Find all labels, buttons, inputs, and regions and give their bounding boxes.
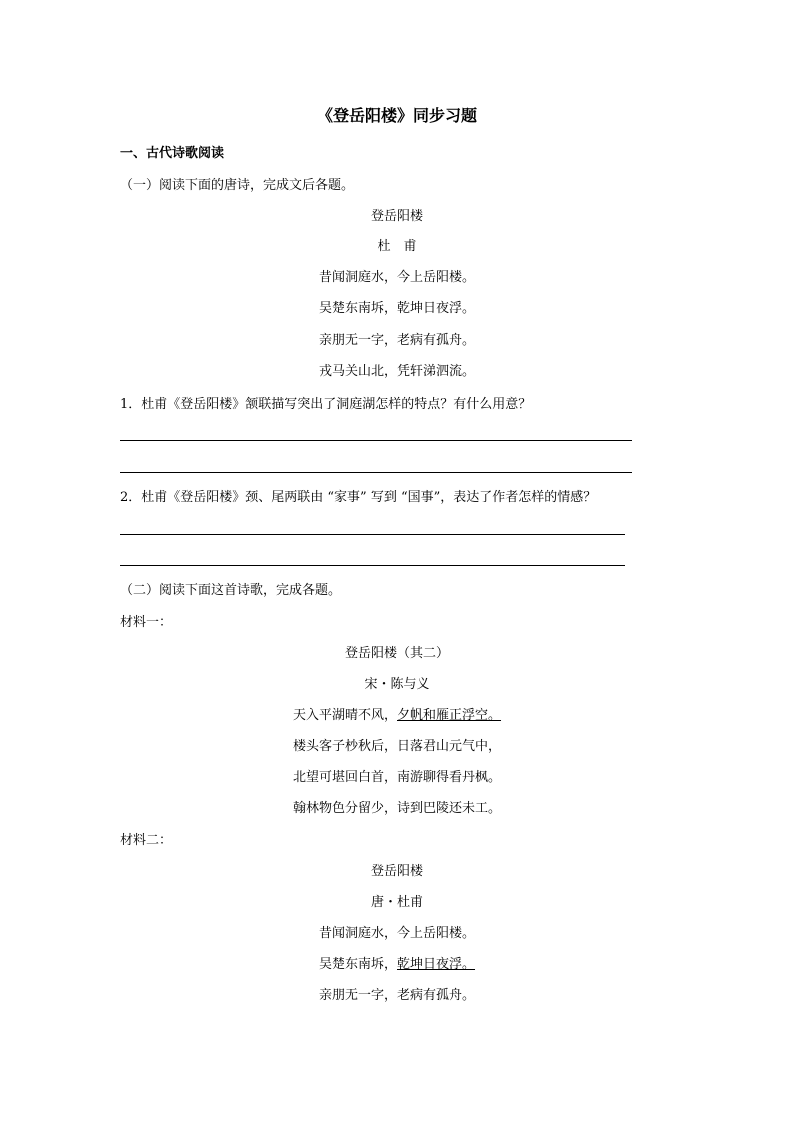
poem-line: 楼头客子杪秋后，日落君山元气中，: [292, 739, 501, 754]
poem-line: [0, 956, 794, 974]
answer-line[interactable]: [120, 440, 632, 441]
underlined-phrase: 乾坤日夜浮。: [397, 957, 476, 972]
answer-line[interactable]: [120, 472, 632, 473]
material-1-author: 宋・陈与义: [364, 677, 430, 692]
poem-line: 翰林物色分留少，诗到巴陵还未工。: [292, 801, 501, 816]
underlined-phrase: 夕帆和雁正浮空。: [397, 708, 502, 723]
poem-line: 昔闻洞庭水，今上岳阳楼。: [318, 926, 475, 941]
part2-instruction: （二）阅读下面这首诗歌，完成各题。: [120, 583, 342, 598]
poem-line: 吴楚东南坼，乾坤日夜浮。: [318, 301, 475, 316]
part1-instruction: （一）阅读下面的唐诗，完成文后各题。: [120, 178, 355, 193]
material-1-label: 材料一：: [120, 615, 173, 630]
poem-author: 杜 甫: [377, 239, 417, 254]
poem-line: [0, 707, 794, 725]
answer-line[interactable]: [120, 565, 625, 566]
section-heading: 一、古代诗歌阅读: [120, 146, 225, 161]
poem-line: 戎马关山北，凭轩涕泗流。: [318, 364, 475, 379]
question-2: 2．杜甫《登岳阳楼》颈、尾两联由 “家事” 写到 “国事”，表达了作者怎样的情感？: [120, 490, 597, 505]
question-1: 1．杜甫《登岳阳楼》颔联描写突出了洞庭湖怎样的特点？有什么用意？: [120, 397, 532, 412]
material-2-label: 材料二：: [120, 833, 173, 848]
material-2-author: 唐・杜甫: [370, 895, 423, 910]
poem-line: 北望可堪回白首，南游聊得看丹枫。: [292, 770, 501, 785]
document-title: 《登岳阳楼》同步习题: [316, 106, 477, 125]
poem-line-text: 天入平湖晴不风，: [292, 708, 397, 723]
material-1-title: 登岳阳楼（其二）: [344, 646, 449, 661]
poem-line: 昔闻洞庭水，今上岳阳楼。: [318, 270, 475, 285]
answer-line[interactable]: [120, 534, 625, 535]
poem-title: 登岳阳楼: [370, 209, 423, 224]
poem-line: 亲朋无一字，老病有孤舟。: [318, 333, 475, 348]
poem-line: 亲朋无一字，老病有孤舟。: [318, 988, 475, 1003]
poem-line-text: 吴楚东南坼，: [318, 957, 397, 972]
material-2-title: 登岳阳楼: [370, 864, 423, 879]
